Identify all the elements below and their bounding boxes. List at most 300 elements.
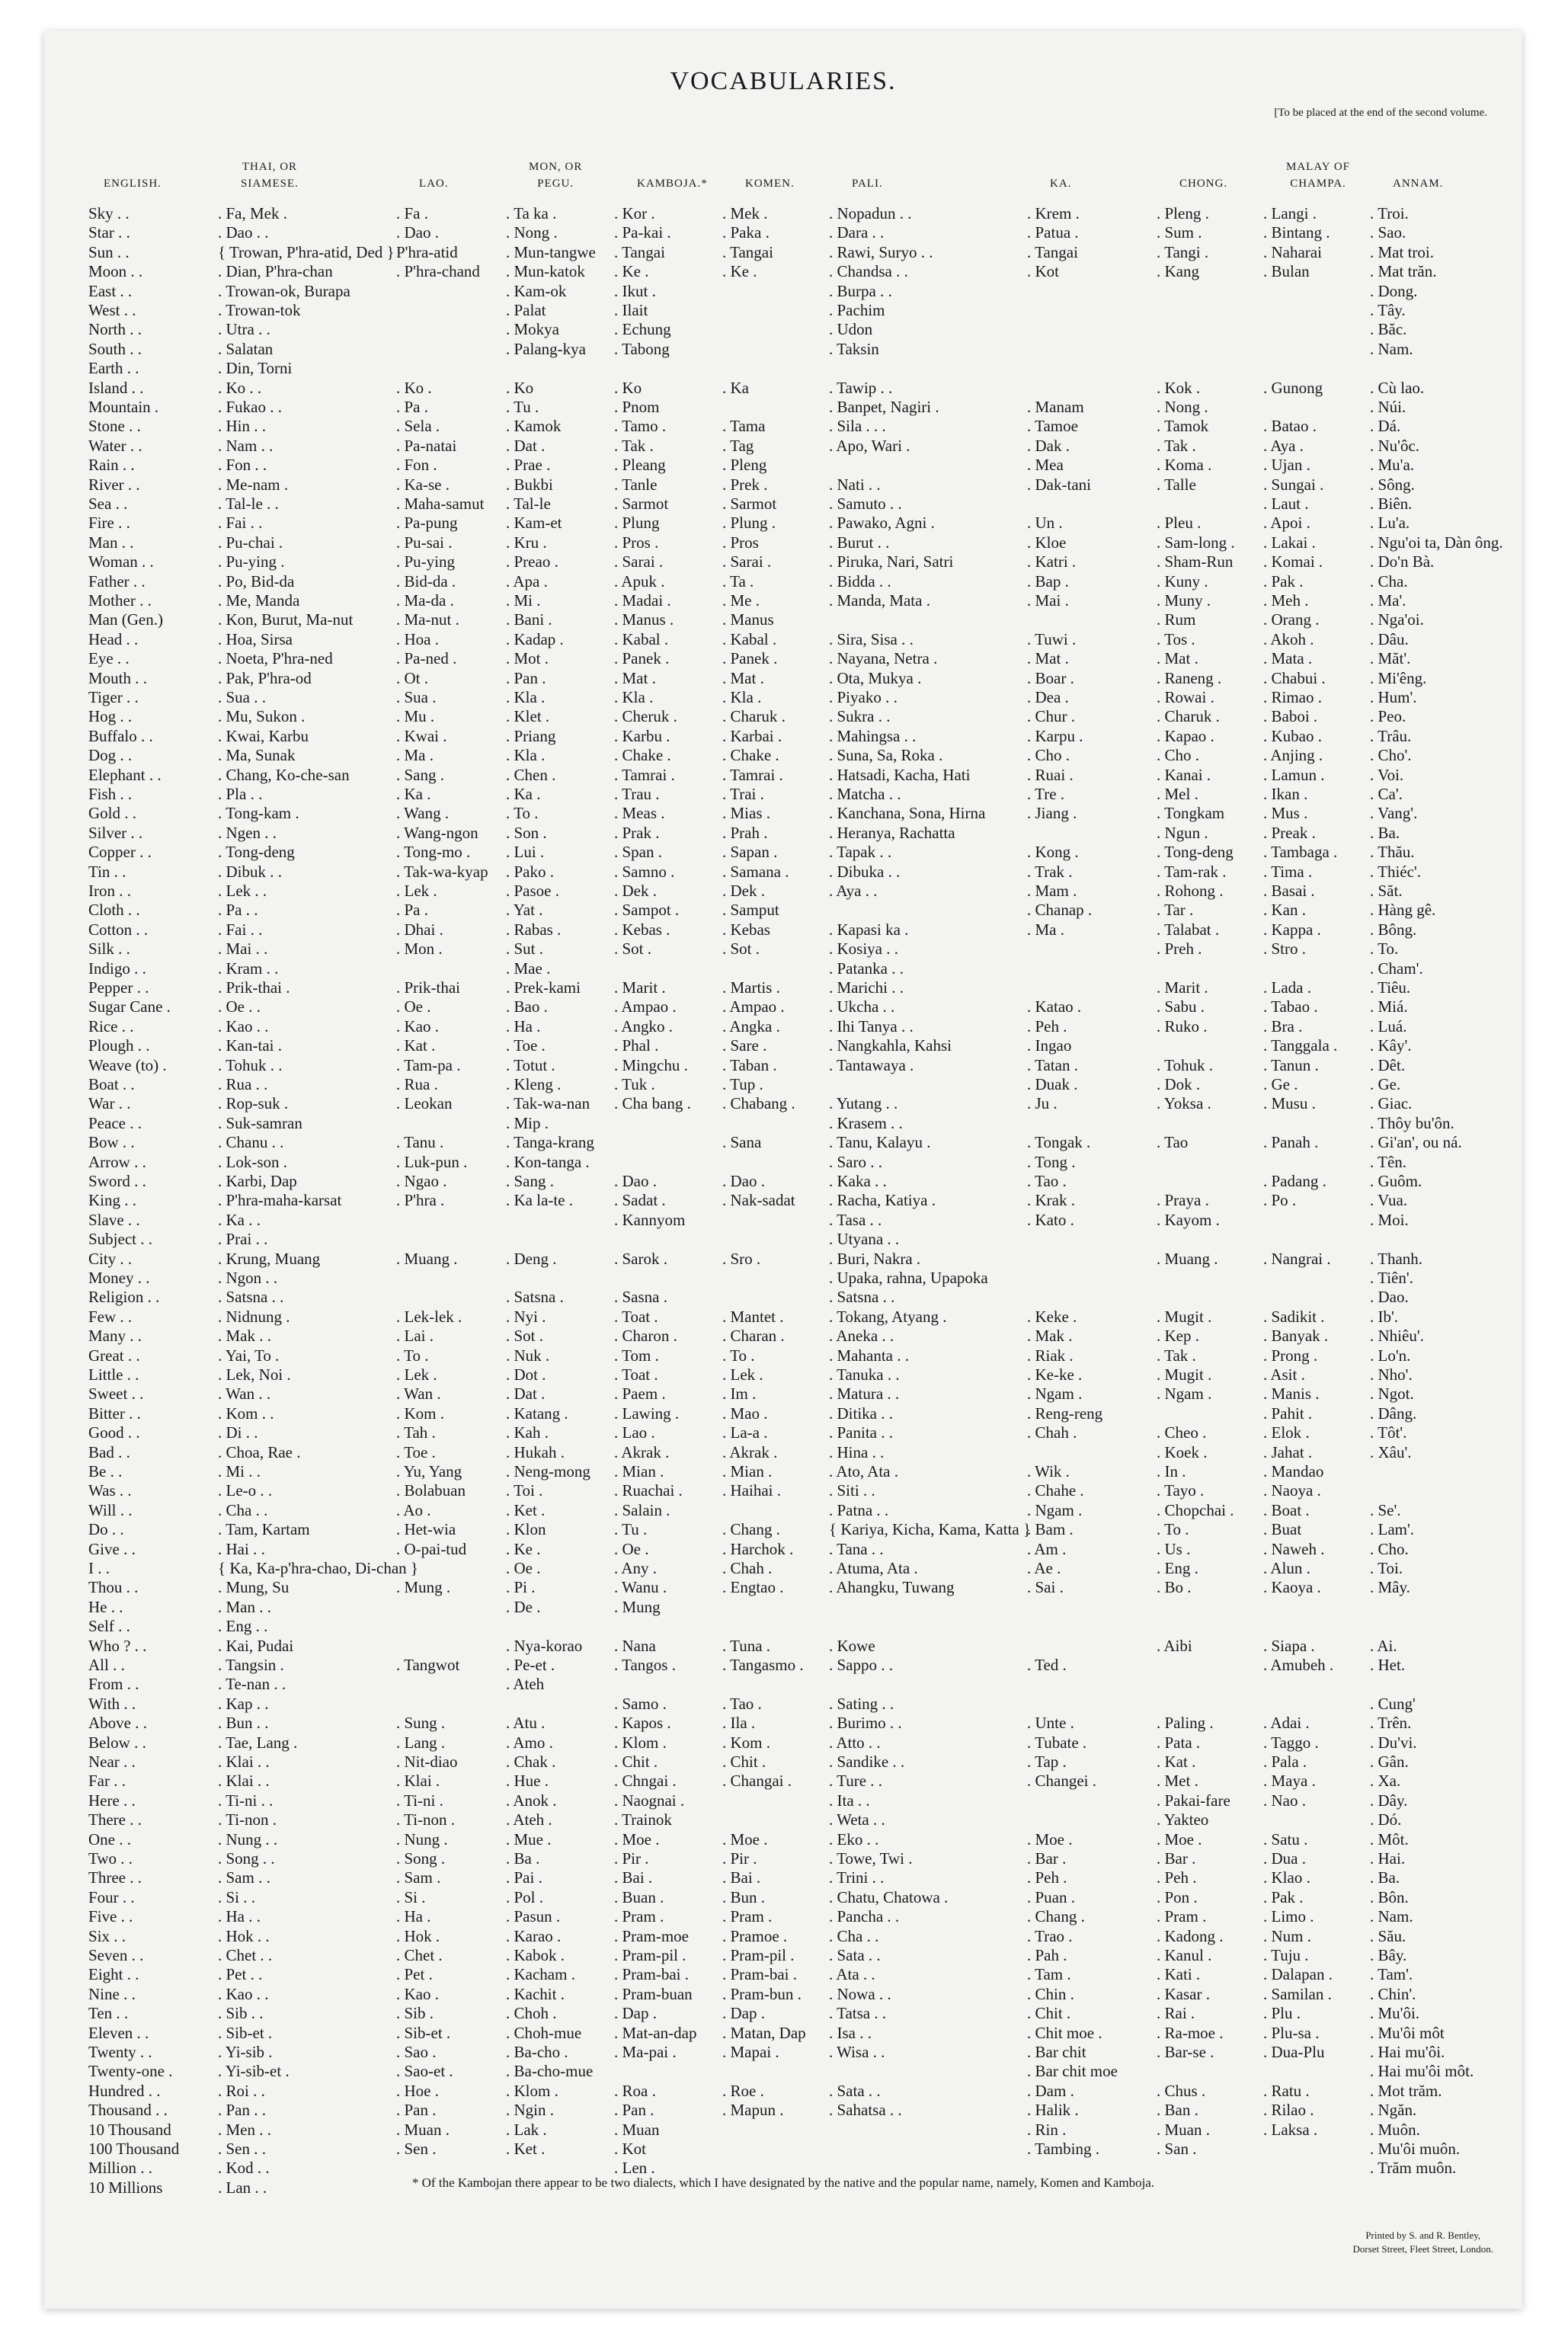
table-cell: Sky . . — [88, 204, 130, 222]
table-cell: . Samilan . — [1263, 1984, 1332, 2003]
table-cell: . Tima . — [1263, 862, 1313, 881]
table-cell: . Aibi — [1157, 1636, 1192, 1655]
table-cell: . Kapasi ka . — [829, 920, 909, 939]
table-cell: . Samo . — [614, 1694, 667, 1713]
table-row — [44, 1617, 1522, 1636]
table-cell: . Preao . — [506, 552, 558, 571]
table-cell: . Lek . — [722, 1365, 763, 1384]
column-header — [419, 158, 449, 192]
table-cell: . Samana . — [722, 862, 789, 881]
table-cell: . Sahatsa . . — [829, 2101, 902, 2120]
table-cell: . Sang . — [396, 765, 444, 784]
table-cell: . Utra . . — [218, 320, 270, 339]
table-cell: . Băc. — [1370, 320, 1407, 339]
table-cell: . Rabas . — [506, 920, 562, 939]
table-cell: . Bam . — [1027, 1520, 1074, 1539]
table-cell: { Trowan, P'hra-atid, Ded } — [218, 242, 395, 261]
table-cell: . Rohong . — [1157, 882, 1224, 900]
table-cell: . To. — [1370, 940, 1399, 959]
table-cell: . Bolabuan — [396, 1481, 466, 1500]
table-cell: . Matura . . — [829, 1384, 900, 1404]
table-cell: . Mun-katok — [506, 262, 585, 281]
table-cell: . Mi'êng. — [1370, 668, 1427, 687]
table-row — [44, 746, 1522, 765]
table-cell: . Pah . — [1027, 1946, 1067, 1964]
table-cell: . Hin . . — [218, 417, 266, 436]
table-row — [44, 1172, 1522, 1191]
table-row — [44, 2121, 1522, 2140]
table-cell: . Atto . . — [829, 1733, 881, 1752]
table-cell: . Martis . — [722, 978, 780, 997]
table-cell: . Roa . — [614, 2081, 656, 2100]
table-cell: . Us . — [1157, 1539, 1191, 1558]
table-cell: . Kot — [614, 2140, 646, 2158]
table-cell: . Klai . . — [218, 1772, 270, 1791]
table-row — [44, 514, 1522, 533]
table-cell: . Sib-et . — [218, 2023, 273, 2042]
table-row — [44, 1017, 1522, 1036]
table-cell: . Aya . — [1263, 436, 1304, 455]
table-cell: . Ti-non . — [396, 1810, 456, 1829]
table-cell: . Krasem . . — [829, 1113, 903, 1132]
table-cell: . Sang . — [506, 1172, 554, 1190]
table-cell: . Chah . — [722, 1559, 773, 1577]
table-cell: Thousand . . — [88, 2101, 168, 2120]
table-cell: Mountain . — [88, 398, 159, 416]
table-cell: . Tanuka . . — [829, 1365, 900, 1384]
table-cell: . Sarmot — [722, 495, 777, 513]
table-cell: . Kapos . — [614, 1714, 671, 1733]
table-row — [44, 1772, 1522, 1791]
table-cell: . Dak . — [1027, 436, 1070, 455]
table-cell: . Tamrai . — [614, 765, 675, 784]
table-cell: . Meh . — [1263, 591, 1309, 610]
table-cell: . Pram-bai . — [722, 1965, 797, 1984]
table-cell: . Kabal . — [722, 629, 777, 648]
printer-line-1: Printed by S. and R. Bentley, — [1365, 2230, 1481, 2241]
table-cell: . Yutang . . — [829, 1094, 898, 1113]
table-cell: . Kru . — [506, 533, 547, 552]
table-cell: . Wanu . — [614, 1578, 667, 1597]
table-cell: . Ma-da . — [396, 591, 454, 610]
table-cell: . Pachim — [829, 301, 885, 319]
table-row — [44, 243, 1522, 262]
table-cell: . Mel . — [1157, 785, 1198, 803]
table-cell: . Meas . — [614, 804, 665, 823]
table-cell: . Kod . . — [218, 2159, 270, 2178]
column-header — [1286, 158, 1350, 192]
table-cell: . Apa . — [506, 571, 548, 591]
column-header — [637, 158, 708, 192]
table-cell: . Hai . . — [218, 1539, 265, 1558]
column-header-label: ANNAM. — [1393, 178, 1444, 190]
column-header — [1179, 158, 1227, 192]
table-cell: . Piyako . . — [829, 688, 898, 706]
table-cell: . Nangrai . — [1263, 1249, 1331, 1268]
table-cell: . Gunong — [1263, 378, 1323, 397]
table-cell: . Lek . — [396, 1365, 437, 1384]
table-cell: . Pram-pil . — [722, 1946, 795, 1964]
table-cell: . Oe . — [506, 1559, 541, 1577]
table-cell: . Weta . . — [829, 1810, 885, 1829]
table-cell: . Phal . — [614, 1036, 659, 1055]
column-header-label: CHAMPA. — [1290, 178, 1346, 190]
table-cell: . Trak . — [1027, 862, 1073, 881]
table-cell: . Dhai . — [396, 920, 443, 939]
table-row — [44, 1540, 1522, 1559]
table-cell: . Eng . — [1157, 1559, 1198, 1577]
table-cell: . Fa, Mek . — [218, 204, 287, 222]
table-cell: . Tap . — [1027, 1753, 1067, 1771]
table-cell: . Tak-wa-kyap — [396, 862, 488, 881]
table-cell: . Bôn. — [1370, 1887, 1409, 1906]
table-cell: . Ba-cho-mue — [506, 2062, 594, 2081]
table-cell: . Dara . . — [829, 223, 885, 242]
table-cell: . To . — [1157, 1520, 1189, 1539]
table-cell: Sugar Cane . — [88, 997, 171, 1016]
table-row — [44, 1269, 1522, 1288]
column-header-top — [1050, 158, 1071, 175]
table-cell: . Dao . — [396, 223, 439, 242]
table-cell: . Moe . — [1027, 1829, 1073, 1849]
table-cell: . Bai . — [614, 1868, 653, 1887]
table-cell: . Mai . . — [218, 940, 268, 959]
table-cell: . Pa . . — [218, 901, 258, 920]
table-cell: 100 Thousand — [88, 2140, 180, 2158]
column-header-label: LAO. — [419, 178, 449, 190]
column-header-top: MON, OR — [529, 161, 583, 173]
table-cell: . Mahingsa . . — [829, 726, 917, 745]
table-cell: . Choh-mue — [506, 2023, 582, 2042]
table-cell: . Yoksa . — [1157, 1094, 1211, 1113]
table-cell: . Madai . — [614, 591, 671, 610]
table-cell: . Tohuk . . — [218, 1055, 283, 1074]
table-row — [44, 1907, 1522, 1926]
table-cell: . Kom . — [722, 1733, 770, 1752]
table-cell: . Ge . — [1263, 1075, 1298, 1093]
table-cell: . Ko . . — [218, 378, 262, 397]
table-cell: . Sukra . . — [829, 707, 891, 726]
table-cell: . Cheo . — [1157, 1423, 1207, 1442]
table-cell: . Ngun . — [1157, 823, 1208, 842]
column-header — [1050, 158, 1071, 192]
table-row — [44, 456, 1522, 475]
table-cell: . Dea . — [1027, 688, 1069, 706]
table-cell: . Sabu . — [1157, 997, 1205, 1016]
table-row — [44, 1559, 1522, 1578]
table-cell: . Moi. — [1370, 1210, 1409, 1229]
table-cell: . Mat . — [614, 668, 656, 687]
table-cell: . Lek-lek . — [396, 1307, 462, 1326]
table-row — [44, 379, 1522, 398]
table-cell: . O-pai-tud — [396, 1539, 467, 1558]
table-cell: . Ti-ni . . — [218, 1791, 274, 1810]
table-cell: . Pa . — [396, 901, 428, 920]
table-cell: . Tambing . — [1027, 2140, 1099, 2158]
table-cell: . Palang-kya — [506, 339, 586, 358]
table-cell: . Fai . . — [218, 514, 263, 533]
table-cell: . Mata . — [1263, 649, 1313, 668]
table-cell: . Pram-bun . — [722, 1984, 802, 2003]
table-cell: . Sana — [722, 1133, 762, 1152]
table-cell: . Pa-kai . — [614, 223, 671, 242]
table-cell: . Samput — [722, 901, 779, 920]
table-cell: . Satsna . . — [218, 1288, 284, 1307]
table-cell: . Musu . — [1263, 1094, 1316, 1113]
table-cell: Fish . . — [88, 785, 133, 803]
table-cell: North . . — [88, 320, 142, 339]
table-cell: With . . — [88, 1694, 136, 1713]
table-cell: . Yai, To . — [218, 1346, 280, 1365]
table-cell: . Siti . . — [829, 1481, 875, 1500]
table-cell: . Bid-da . — [396, 571, 456, 591]
table-cell: . To . — [506, 804, 539, 823]
table-cell: . Marit . — [614, 978, 666, 997]
table-cell: . Karpu . — [1027, 726, 1083, 745]
table-cell: Man (Gen.) — [88, 610, 163, 629]
table-cell: . Ko — [614, 378, 642, 397]
table-cell: . Tangai — [1027, 242, 1078, 261]
table-cell: . Sua . — [396, 688, 437, 706]
table-cell: . Thôy bu'ôn. — [1370, 1113, 1454, 1132]
column-header — [745, 158, 795, 192]
table-cell: . Dây. — [1370, 1791, 1408, 1810]
table-cell: . Bulan — [1263, 262, 1310, 281]
table-cell: . Ban . — [1157, 2101, 1198, 2120]
table-cell: . Ateh — [506, 1675, 545, 1694]
table-cell: . Dâng. — [1370, 1404, 1417, 1423]
table-cell: . Bar-se . — [1157, 2043, 1214, 2061]
table-cell: . Chen . — [506, 765, 556, 784]
table-cell: . Kuny . — [1157, 571, 1208, 591]
table-cell: War . . — [88, 1094, 131, 1113]
table-cell: . Ma-pai . — [614, 2043, 677, 2061]
table-cell: . Sampot . — [614, 901, 680, 920]
table-cell: . Bai . — [722, 1868, 761, 1887]
column-header-top — [745, 158, 795, 175]
table-cell: . San . — [1157, 2140, 1197, 2158]
table-cell: . Dao . — [614, 1172, 657, 1190]
table-cell: . Ikut . — [614, 281, 656, 300]
table-cell: . Bun . — [722, 1887, 766, 1906]
table-cell: . Dot . — [506, 1365, 546, 1384]
table-row — [44, 223, 1522, 242]
table-cell: . Palat — [506, 301, 546, 319]
table-cell: . Ahangku, Tuwang — [829, 1578, 955, 1597]
table-cell: . Manam — [1027, 398, 1084, 416]
table-cell: . Nyi . — [506, 1307, 546, 1326]
table-cell: . Burimo . . — [829, 1714, 902, 1733]
table-cell: . Hina . . — [829, 1442, 885, 1461]
table-row — [44, 1753, 1522, 1772]
table-cell: . Kubao . — [1263, 726, 1322, 745]
table-cell: . Tangsin . — [218, 1656, 284, 1674]
table-cell: . Priang — [506, 726, 556, 745]
table-cell: . Kabok . — [506, 1946, 565, 1964]
table-cell: . Dibuka . . — [829, 862, 901, 881]
table-row — [44, 1810, 1522, 1829]
table-cell: . Dek . — [614, 882, 657, 900]
table-cell: . Hoa . — [396, 629, 439, 648]
table-cell: . Ampao . — [614, 997, 677, 1016]
table-cell: . Burut . . — [829, 533, 890, 552]
table-cell: . Lawing . — [614, 1404, 680, 1423]
table-cell: . Sarai . — [722, 552, 772, 571]
table-cell: . Tây. — [1370, 301, 1406, 319]
column-header-top — [419, 158, 449, 175]
table-cell: . Udon — [829, 320, 873, 339]
table-cell: . Ke-ke . — [1027, 1365, 1083, 1384]
table-cell: . Ka . — [506, 785, 541, 803]
table-row — [44, 262, 1522, 281]
table-cell: . Kanul . — [1157, 1946, 1212, 1964]
table-row — [44, 475, 1522, 495]
table-cell: . P'hra . — [396, 1191, 445, 1210]
table-cell: . Kao . . — [218, 1016, 269, 1036]
table-cell: . Mak . . — [218, 1327, 271, 1346]
table-row — [44, 340, 1522, 359]
table-cell: . Pai . — [506, 1868, 542, 1887]
table-cell: . Chah . — [1027, 1423, 1077, 1442]
table-cell: Will . . — [88, 1500, 133, 1519]
table-cell: . Aya . . — [829, 882, 878, 900]
table-cell: . Kappa . — [1263, 920, 1321, 939]
table-cell: . Dua-Plu — [1263, 2043, 1325, 2061]
table-cell: . Ngam . — [1157, 1384, 1212, 1404]
table-cell: . Si . — [396, 1887, 426, 1906]
table-cell: . Ture . . — [829, 1772, 883, 1791]
table-row — [44, 997, 1522, 1016]
table-row — [44, 1443, 1522, 1462]
table-cell: Religion . . — [88, 1288, 160, 1307]
table-cell: Stone . . — [88, 417, 141, 436]
table-cell: . Dek . — [722, 882, 765, 900]
table-cell: . Mam . — [1027, 882, 1077, 900]
table-cell: . Tôt'. — [1370, 1423, 1407, 1442]
table-cell: Four . . — [88, 1887, 135, 1906]
table-cell: . Bao . — [506, 997, 548, 1016]
table-cell: . Pahit . — [1263, 1404, 1313, 1423]
table-cell: . Kati . — [1157, 1965, 1201, 1984]
table-cell: . Kat . — [396, 1036, 436, 1055]
table-row — [44, 282, 1522, 301]
column-header-top — [1393, 158, 1443, 175]
table-cell: . Sot . — [614, 940, 652, 959]
table-cell: . Cho. — [1370, 1539, 1409, 1558]
table-cell: . Ma, Sunak — [218, 746, 296, 765]
table-row — [44, 398, 1522, 417]
table-cell: . Trainok — [614, 1810, 672, 1829]
table-cell: . Sadat . — [614, 1191, 666, 1210]
table-row — [44, 2043, 1522, 2062]
table-cell: . Kla . — [614, 688, 654, 706]
table-cell: . Choh . — [506, 2004, 557, 2023]
table-cell: . Pi . — [506, 1578, 536, 1597]
table-row — [44, 1133, 1522, 1152]
table-cell: . Săt. — [1370, 882, 1403, 900]
table-cell: Sun . . — [88, 242, 130, 261]
column-header — [1393, 158, 1443, 192]
table-cell: . Kao . — [396, 1016, 439, 1036]
table-cell: Few . . — [88, 1307, 133, 1326]
table-cell: . Si . . — [218, 1887, 256, 1906]
table-cell: . Cù lao. — [1370, 378, 1425, 397]
table-cell: . Du'vi. — [1370, 1733, 1417, 1752]
table-cell: . Lamun . — [1263, 765, 1325, 784]
table-cell: . Laut . — [1263, 495, 1309, 513]
column-header-label: KAMBOJA.* — [637, 178, 708, 190]
table-row — [44, 1308, 1522, 1327]
table-cell: . Môt. — [1370, 1829, 1409, 1849]
table-cell: . Preh . — [1157, 940, 1202, 959]
table-cell: . Muang . — [396, 1249, 458, 1268]
table-row — [44, 688, 1522, 707]
table-cell: . Tal-le — [506, 495, 551, 513]
table-cell: . Dat . — [506, 1384, 546, 1404]
table-cell: . P'hra-maha-karsat — [218, 1191, 342, 1210]
table-cell: . Tos . — [1157, 629, 1195, 648]
table-cell: . Rimao . — [1263, 688, 1322, 706]
table-cell: . Sapan . — [722, 843, 778, 862]
table-cell: . Mat-an-dap — [614, 2023, 697, 2042]
table-cell: . Utyana . . — [829, 1230, 900, 1249]
table-cell: . Tamrai . — [722, 765, 783, 784]
table-cell: . Karao . — [506, 1926, 562, 1945]
table-cell: . Pir . — [722, 1849, 757, 1868]
table-cell: . Tanle — [614, 475, 658, 494]
table-cell: . Toi. — [1370, 1559, 1403, 1577]
table-cell: Silver . . — [88, 823, 143, 842]
table-cell: . Tak . — [614, 436, 654, 455]
table-cell: . Kowe — [829, 1636, 875, 1655]
table-cell: . Mot trăm. — [1370, 2081, 1442, 2100]
table-cell: . Tokang, Atyang . — [829, 1307, 947, 1326]
table-cell: . La-a . — [722, 1423, 768, 1442]
table-cell: . Toi . — [506, 1481, 543, 1500]
table-cell: I . . — [88, 1559, 110, 1577]
table-cell: Sea . . — [88, 495, 128, 513]
table-cell: . Chet . . — [218, 1946, 273, 1964]
table-cell: . Biên. — [1370, 495, 1413, 513]
table-cell: . Towe, Twi . — [829, 1849, 913, 1868]
table-cell: . Voi. — [1370, 765, 1404, 784]
table-cell: . Sarok . — [614, 1249, 667, 1268]
table-cell: . Reng-reng — [1027, 1404, 1103, 1423]
table-cell: . Mu . — [396, 707, 435, 726]
table-cell: . Racha, Katiya . — [829, 1191, 936, 1210]
table-cell: . Bidda . . — [829, 571, 891, 591]
table-cell: . Bintang . — [1263, 223, 1330, 242]
table-cell: . Lok-son . — [218, 1152, 287, 1171]
table-cell: . Kadap . — [506, 629, 564, 648]
table-cell: Iron . . — [88, 882, 131, 900]
table-cell: . Thiéc'. — [1370, 862, 1421, 881]
table-cell: . Krung, Muang — [218, 1249, 321, 1268]
table-cell: Three . . — [88, 1868, 142, 1887]
table-cell: . Samno . — [614, 862, 675, 881]
table-cell: . Chin'. — [1370, 1984, 1416, 2003]
table-cell: Rice . . — [88, 1016, 134, 1036]
table-cell: South . . — [88, 339, 142, 358]
table-cell: . Echung — [614, 320, 671, 339]
table-cell: Moon . . — [88, 262, 143, 281]
table-cell: . Yi-sib . — [218, 2043, 273, 2061]
table-cell: . Nam . . — [218, 436, 274, 455]
table-cell: Five . . — [88, 1907, 133, 1926]
table-cell: . Mantet . — [722, 1307, 784, 1326]
table-row — [44, 1946, 1522, 1965]
table-cell: . Ae . — [1027, 1559, 1061, 1577]
